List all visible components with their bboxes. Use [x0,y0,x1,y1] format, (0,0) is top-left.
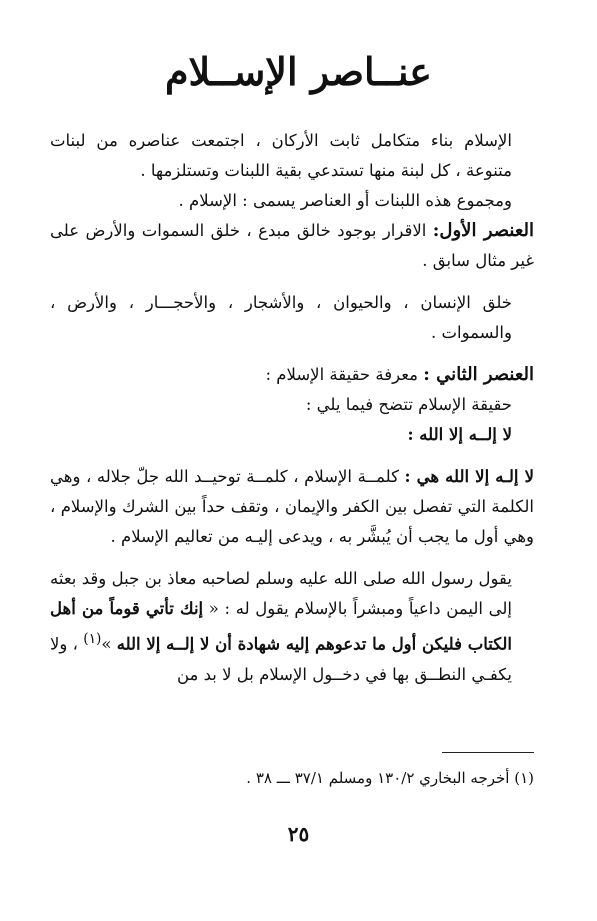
shahada-heading: لا إلــه إلا الله : [407,425,512,444]
intro-paragraph: الإسلام بناء متكامل ثابت الأركان ، اجتمعت عناصره من لبنات متنوعة ، كل لبنة منها تستدعي بقية اللبنات وتستلزمها . [50,131,512,180]
page-title: عنــاصر الإســلام [165,49,432,94]
page-number: ٢٥ [287,822,310,846]
hadith-text-a: يقول رسول الله صلى الله عليه وسلم لصاحبه معاذ بن جبل وقد بعثه إلى اليمن داعياً ومبشراً بالإسلام يقول له : « [50,569,512,618]
hadith-text-c: ، ولا يكفـي النطــق بها في دخــول الإسلام بل لا بد من [50,634,512,684]
intro-summary: ومجموع هذه اللبنات أو العناصر يسمى : الإسلام . [178,191,512,210]
shahada-text: كلمــة الإسلام ، كلمــة توحيــد الله جلّ جلاله ، وهي الكلمة التي تفصل بين الكفر والإيمان ، وتقف حداً بين الشرك والإسلام ، وهي أول ما يجب أن يُبشَّر به ، ويدعى إليـه من تعاليم الإسلام . [50,467,534,546]
element-one-heading: العنصر الأول: [432,220,534,241]
hadith-paragraph [50,564,534,690]
shahada-bold-lead: لا إلـه إلا الله هي : [404,467,534,486]
footnote-divider [442,752,534,753]
hadith-text-b: » [101,634,117,654]
reality-intro: حقيقة الإسلام تتضح فيما يلي : [305,395,512,414]
hadith-quote: إنك تأتي قوماً من أهل الكتاب فليكن أول ما تدعوهم إليه شهادة أن لا إلــه إلا الله [50,599,513,654]
element-one-paragraph [50,216,534,276]
creation-list: خلق الإنسان ، والحيوان ، والأشجار ، والأحجـــار ، والأرض ، والسموات . [50,293,512,342]
shahada-paragraph [50,462,534,552]
element-two-paragraph [50,360,534,390]
element-two-text: معرفة حقيقة الإسلام : [265,365,424,384]
footnote-marker: (١) [83,631,102,647]
element-one-text: الاقرار بوجود خالق مبدع ، خلق السموات والأرض على غير مثال سابق . [50,221,534,270]
main-text [50,126,534,690]
element-two-heading: العنصر الثاني : [423,364,534,385]
footnote: (١) أخرجه البخاري ١٣٠/٢ ومسلم ٣٧/١ ـــ ٣٨ . [246,769,534,787]
